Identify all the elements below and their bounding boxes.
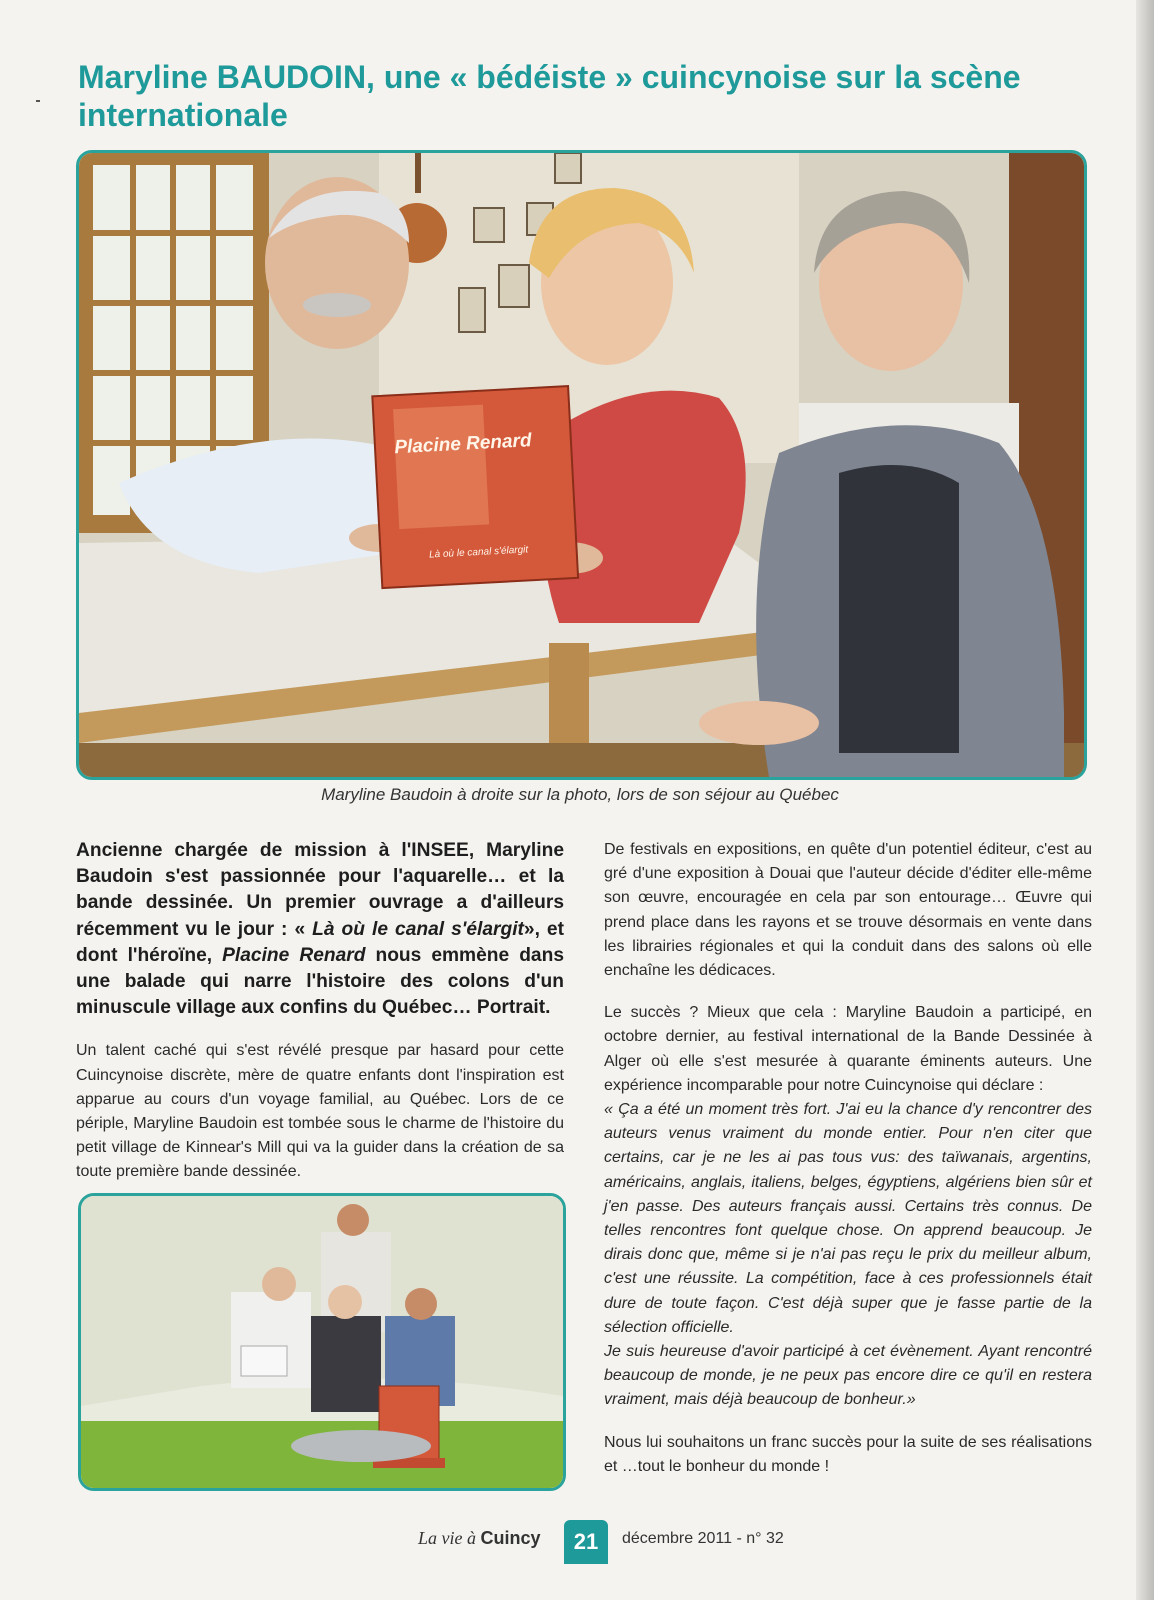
lead-book-title: Là où le canal s'élargit: [312, 918, 524, 940]
quote-part-2: Je suis heureuse d'avoir participé à cet évènement. Ayant rencontré beaucoup de monde, je ne peux pas encore dire ce qu'il en restera vraiment, mais déjà beaucoup de bonheur.»: [604, 1343, 1092, 1409]
magazine-name-script: La vie à: [418, 1528, 476, 1548]
magazine-name: [418, 1528, 541, 1549]
issue-info: décembre 2011 - n° 32: [622, 1530, 784, 1547]
lead-text-3: nous emmène dans une balade qui narre l'histoire des colons d'un minuscule village aux confins du Québec… Portrait.: [76, 944, 564, 1019]
article-title: Maryline BAUDOIN, une « bédéiste » cuincynoise sur la scène internationale: [78, 59, 1021, 133]
left-column: [76, 838, 564, 1203]
main-photo-illustration: [79, 153, 1084, 777]
lead-paragraph: [76, 838, 564, 1021]
right-body-paragraph-2: [604, 1001, 1092, 1412]
right-column: [604, 838, 1092, 1497]
lead-text-1: Ancienne chargée de mission à l'INSEE, Maryline Baudoin s'est passionnée pour l'aquarelle… et la bande dessinée. Un premier ouvrage a d'ailleurs récemment vu le jour : «: [76, 840, 564, 940]
festival-photo: [78, 1193, 566, 1491]
quote-part-1: « Ça a été un moment très fort. J'ai eu la chance d'y rencontrer des auteurs venus vraiment du monde entier. Pour n'en citer que certains, car je ne les ai pas tous vus: des taïwanais, argentins, américains, anglais, italiens, belges, égyptiens, algériens bien sûr et j'en passe. Des auteurs français aussi. Certains très connus. De telles rencontres font quelque chose. On apprend beaucoup. Je dirais donc que, même si je n'ai pas reçu le prix du meilleur album, c'est une réussite. La compétition, face à ces professionnels était dure de toute façon. C'est déjà super que je fasse partie de la sélection officielle.: [604, 1101, 1092, 1336]
book-subtitle: Là où le canal s'élargit: [428, 544, 529, 561]
page-edge-shadow: [1136, 0, 1154, 1600]
main-photo: [76, 150, 1087, 780]
book-title: Placine Renard: [393, 430, 533, 459]
festival-photo-illustration: [81, 1196, 563, 1488]
closing-paragraph: Nous lui souhaitons un franc succès pour la suite de ses réalisations et …tout le bonheur du monde !: [604, 1433, 1092, 1475]
scan-mark: [36, 100, 40, 102]
magazine-name-bold: Cuincy: [480, 1528, 541, 1548]
lead-heroine-name: Placine Renard: [222, 944, 366, 966]
lead-text-2: », et dont l'héroïne,: [76, 918, 564, 966]
page-footer: [0, 1520, 1154, 1564]
page-number: 21: [564, 1520, 608, 1564]
left-body-paragraph: Un talent caché qui s'est révélé presque par hasard pour cette Cuincynoise discrète, mère de quatre enfants dont l'inspiration est apparue au cours d'un voyage familial, au Québec. Lors de ce périple, Maryline Baudoin est tombée sous le charme de l'histoire du petit village de Kinnear's Mill qui va la guider dans la création de sa toute première bande dessinée.: [76, 1042, 564, 1181]
right-body-paragraph-1: De festivals en expositions, en quête d'un potentiel éditeur, c'est au gré d'une exposition à Douai que l'auteur décide d'éditer elle-même son œuvre, encouragée en cela par son entourage… Œuvre qui prend place dans les rayons et se trouve désormais en vente dans les librairies régionales et qui la conduit dans des salons où elle enchaîne les dédicaces.: [604, 841, 1092, 980]
right-body-paragraph-2-text: Le succès ? Mieux que cela : Maryline Baudoin a participé, en octobre dernier, au festival international de la Bande Dessinée à Alger où elle s'est mesurée à quarante éminents auteurs. Une expérience incomparable pour notre Cuincynoise qui déclare :: [604, 1004, 1092, 1094]
photo-caption: Maryline Baudoin à droite sur la photo, lors de son séjour au Québec: [321, 785, 839, 804]
